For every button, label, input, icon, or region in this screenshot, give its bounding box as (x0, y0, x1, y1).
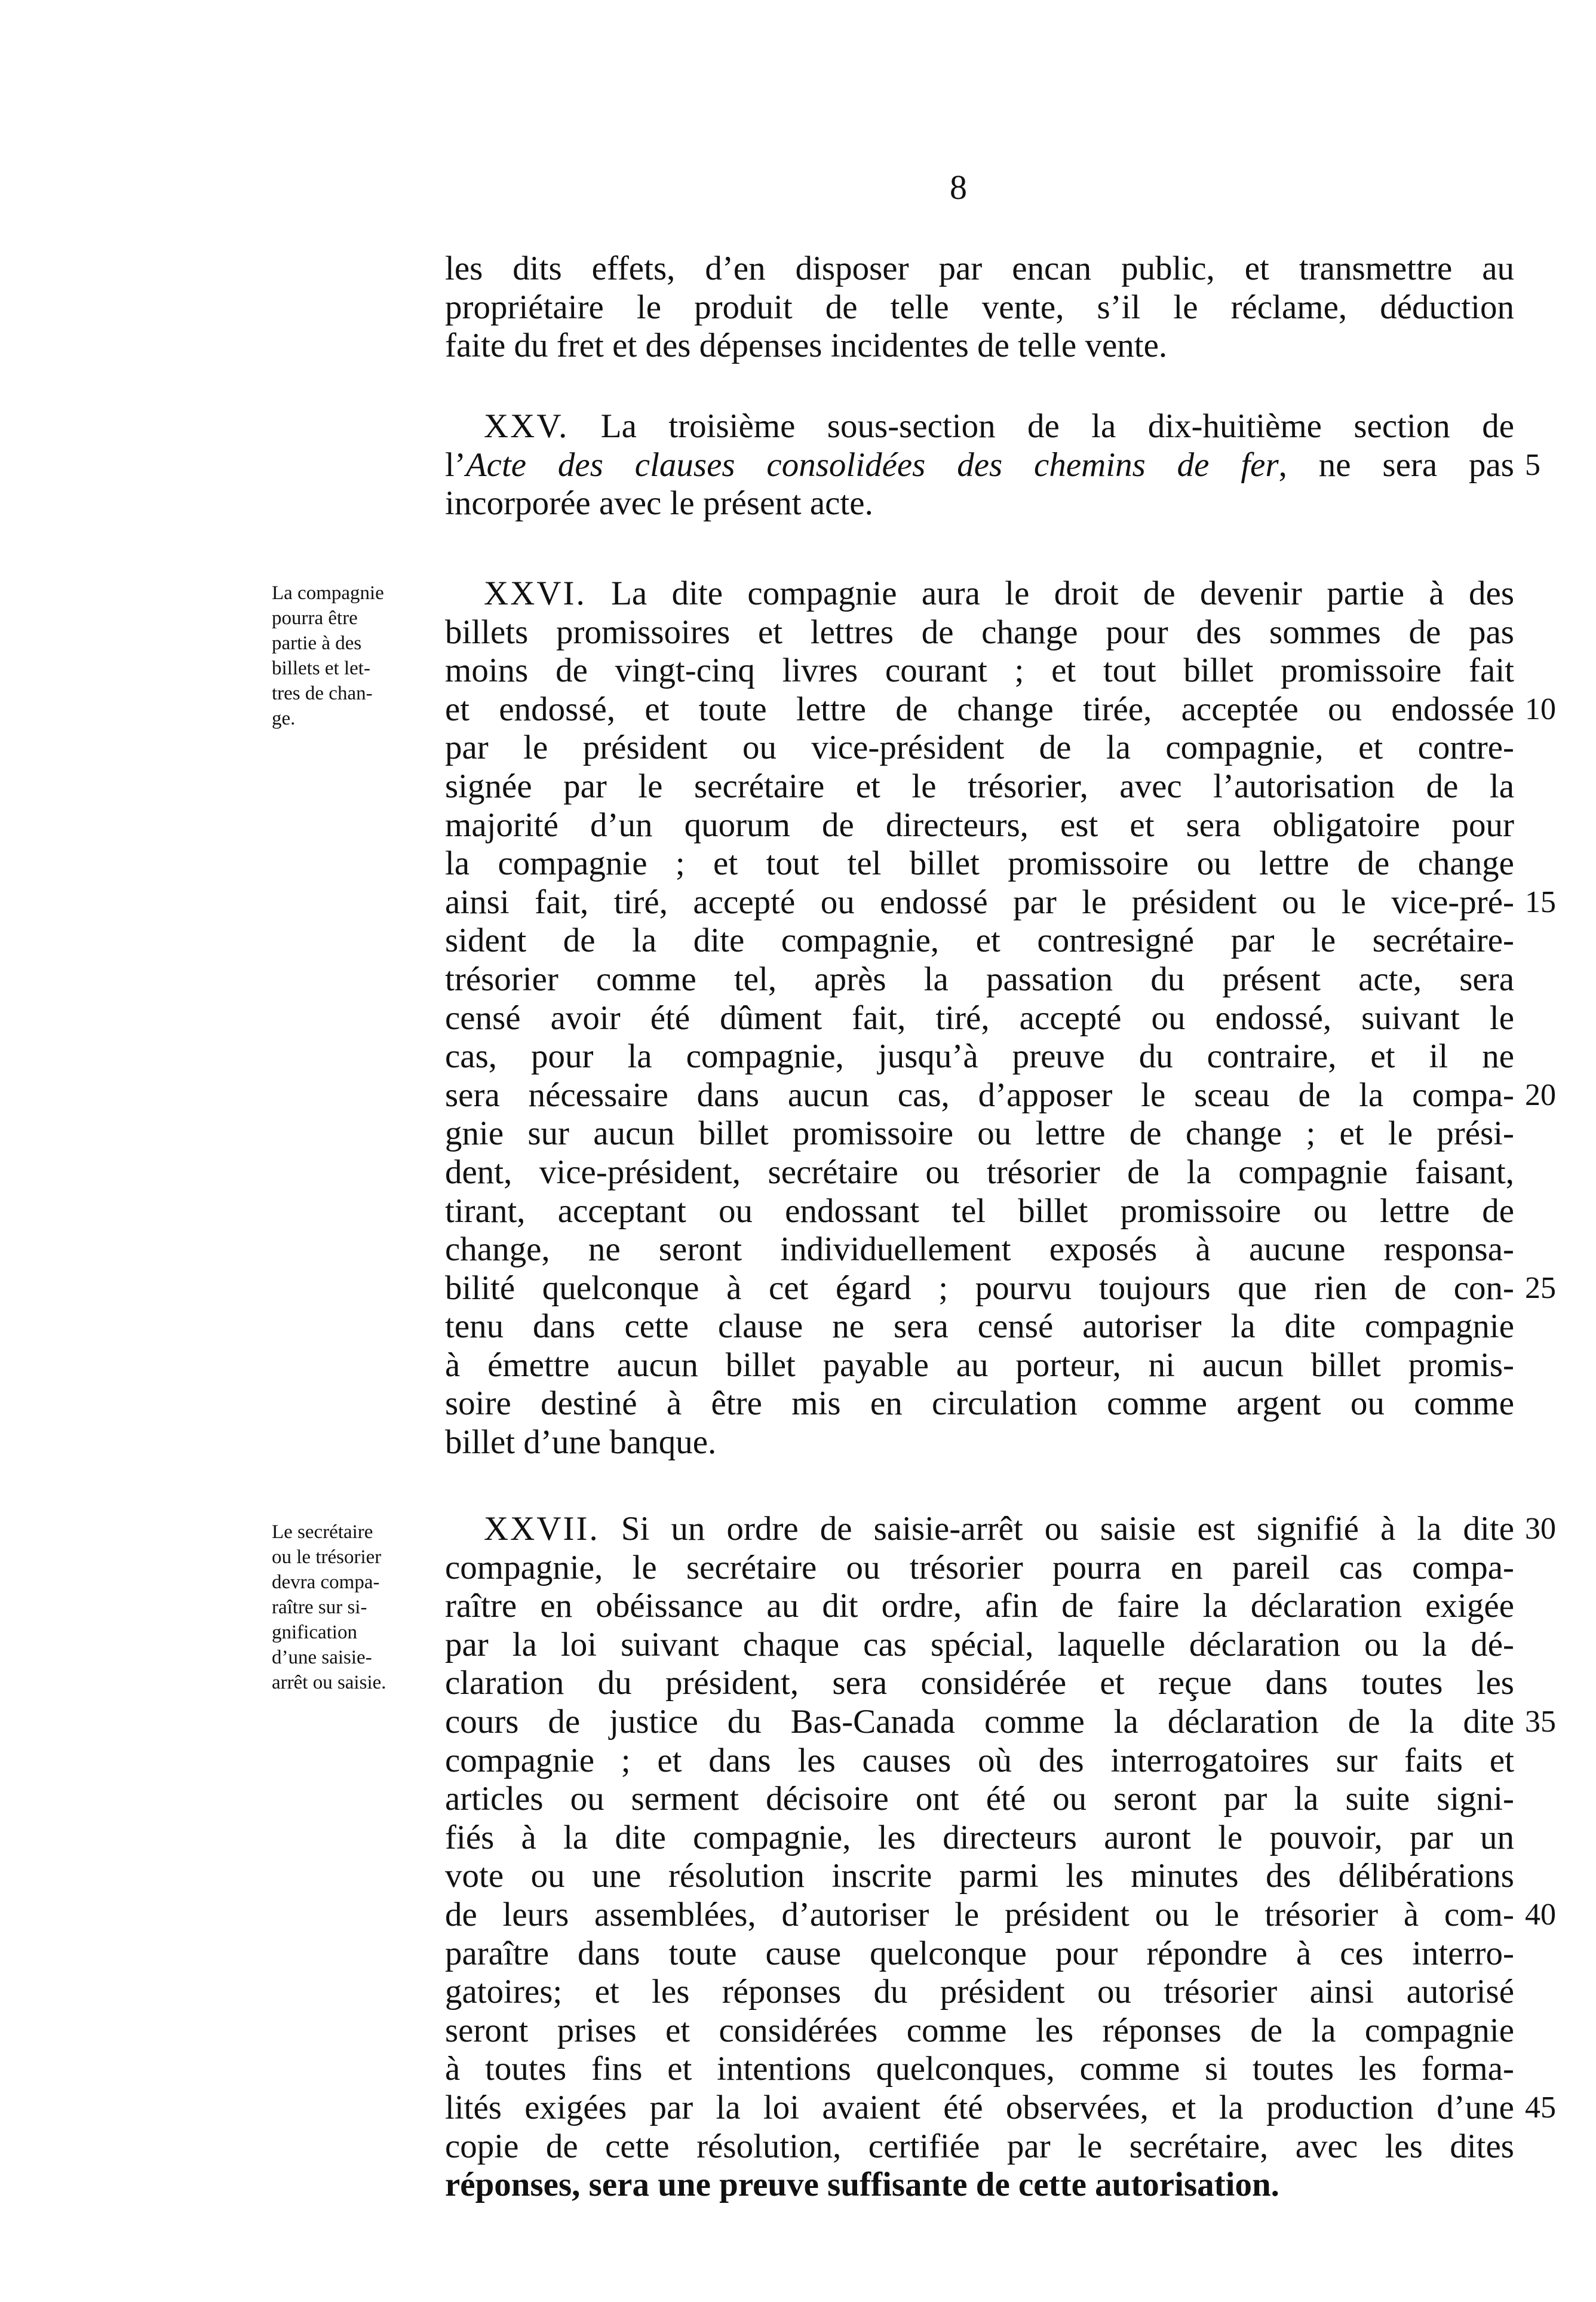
text-line: paraître dans toute cause quelconque pour répondre à ces interro- (445, 1934, 1514, 1972)
act-title: Acte des clauses consolidées des chemins de fer (465, 446, 1279, 484)
text-line: et endossé, et toute lettre de change tirée, acceptée ou endossée 10 (445, 690, 1556, 728)
margin-note-line: ge. (272, 708, 296, 729)
line-number: 25 (1525, 1270, 1556, 1305)
text-line: à toutes fins et intentions quelconques, comme si toutes les forma- (445, 2050, 1514, 2088)
text-line: les dits effets, d’en disposer par encan public, et transmettre au (445, 250, 1514, 287)
line-number: 20 (1525, 1078, 1556, 1112)
text-line: majorité d’un quorum de directeurs, est et sera obligatoire pour (445, 806, 1514, 844)
text-line: vote ou une résolution inscrite parmi les minutes des délibérations (445, 1857, 1514, 1895)
text-line: seront prises et considérées comme les réponses de la compagnie (445, 2011, 1514, 2049)
margin-note-xxvi (272, 581, 436, 731)
text-line: sera nécessaire dans aucun cas, d’apposer le sceau de la compa- 20 (445, 1076, 1556, 1114)
section-xxvii (445, 1510, 1556, 2205)
margin-note-line: ou le trésorier (272, 1546, 382, 1568)
margin-note-line: La compagnie (272, 582, 384, 604)
margin-note-line: raître sur si- (272, 1597, 367, 1618)
section-numeral: XXVI. (484, 575, 587, 612)
continuation-paragraph (445, 250, 1514, 366)
text-line: moins de vingt-cinq livres courant ; et tout billet promissoire fait (445, 652, 1514, 690)
margin-note-line: gnification (272, 1622, 357, 1643)
text-line: par le président ou vice-président de la compagnie, et contre- (445, 729, 1514, 767)
text-line: ainsi fait, tiré, accepté ou endossé par le président ou le vice-pré- 15 (445, 883, 1556, 921)
section-xxvi (445, 575, 1556, 1462)
text-line: l’Acte des clauses consolidées des chemins de fer, ne sera pas 5 (445, 446, 1540, 484)
line-number: 40 (1525, 1897, 1556, 1932)
line-number: 10 (1525, 692, 1556, 726)
text-line: compagnie, le secrétaire ou trésorier pourra en pareil cas compa- (445, 1548, 1514, 1586)
text-line: tirant, acceptant ou endossant tel billet promissoire ou lettre de (445, 1192, 1514, 1230)
section-heading-line: XXVI. La dite compagnie aura le droit de devenir partie à des (484, 575, 1515, 612)
text-line: censé avoir été dûment fait, tiré, accepté ou endossé, suivant le (445, 999, 1514, 1037)
text-line: lités exigées par la loi avaient été observées, et la production d’une 45 (445, 2088, 1556, 2126)
text-line: signée par le secrétaire et le trésorier, avec l’autorisation de la (445, 767, 1514, 805)
margin-note-line: billets et let- (272, 658, 370, 679)
text-line: incorporée avec le présent acte. (445, 484, 873, 523)
text-line: gnie sur aucun billet promissoire ou lettre de change ; et le prési- (445, 1115, 1514, 1153)
line-number: 30 (1525, 1512, 1556, 1546)
margin-note-xxvii (272, 1520, 436, 1695)
line-number: 15 (1525, 885, 1556, 919)
text-line: soire destiné à être mis en circulation comme argent ou comme (445, 1385, 1514, 1423)
text-line: de leurs assemblées, d’autoriser le président ou le trésorier à com- 40 (445, 1895, 1556, 1933)
margin-note-line: devra compa- (272, 1572, 380, 1593)
section-numeral: XXV. (484, 407, 569, 445)
text-line: dent, vice-président, secrétaire ou trésorier de la compagnie faisant, (445, 1153, 1514, 1191)
page-number: 8 (950, 168, 967, 207)
margin-note-line: d’une saisie- (272, 1647, 372, 1668)
text-line: billets promissoires et lettres de change pour des sommes de pas (445, 613, 1514, 651)
text-line: trésorier comme tel, après la passation du présent acte, sera (445, 960, 1514, 998)
section-heading-line: XXVII. Si un ordre de saisie-arrêt ou saisie est signifié à la dite 30 (484, 1510, 1556, 1548)
section-numeral: XXVII. (484, 1510, 600, 1548)
text-line: cas, pour la compagnie, jusqu’à preuve du contraire, et il ne (445, 1038, 1514, 1076)
text-line: claration du président, sera considérée et reçue dans toutes les (445, 1664, 1514, 1702)
text-line: sident de la dite compagnie, et contresigné par le secrétaire- (445, 922, 1514, 960)
text-line: compagnie ; et dans les causes où des interrogatoires sur faits et (445, 1741, 1514, 1779)
line-number: 45 (1525, 2090, 1556, 2125)
section-heading-line: XXV. La troisième sous-section de la dix-huitième section de (484, 407, 1514, 445)
margin-note-line: arrêt ou saisie. (272, 1672, 386, 1693)
text-line: gatoires; et les réponses du président ou trésorier ainsi autorisé (445, 1973, 1514, 2011)
text-line: faite du fret et des dépenses incidentes de telle vente. (445, 327, 1168, 365)
line-number: 35 (1525, 1704, 1556, 1739)
margin-note-line: tres de chan- (272, 683, 373, 704)
margin-note-line: Le secrétaire (272, 1521, 373, 1543)
text-line: copie de cette résolution, certifiée par le secrétaire, avec les dites (445, 2127, 1514, 2165)
text-line: fiés à la dite compagnie, les directeurs auront le pouvoir, par un (445, 1818, 1514, 1856)
margin-note-line: partie à des (272, 633, 362, 654)
text-line: raître en obéissance au dit ordre, afin de faire la déclaration exigée (445, 1587, 1514, 1625)
text-line: cours de justice du Bas-Canada comme la déclaration de la dite 35 (445, 1702, 1556, 1741)
text-line: change, ne seront individuellement exposés à aucune responsa- (445, 1230, 1514, 1269)
text-line: la compagnie ; et tout tel billet promissoire ou lettre de change (445, 845, 1514, 883)
text-line: tenu dans cette clause ne sera censé autoriser la dite compagnie (445, 1307, 1514, 1346)
text-line: à émettre aucun billet payable au porteur, ni aucun billet promis- (445, 1346, 1514, 1384)
margin-note-line: pourra être (272, 607, 358, 629)
section-xxv (445, 407, 1540, 523)
line-number: 5 (1525, 447, 1540, 482)
text-line: billet d’une banque. (445, 1423, 717, 1462)
text-line: articles ou serment décisoire ont été ou seront par la suite signi- (445, 1780, 1514, 1818)
text-line: propriétaire le produit de telle vente, s’il le réclame, déduction (445, 288, 1514, 326)
text-line-last: réponses, sera une preuve suffisante de cette autorisation. (445, 2166, 1279, 2204)
text-line: par la loi suivant chaque cas spécial, laquelle déclaration ou la dé- (445, 1625, 1514, 1663)
text-line: bilité quelconque à cet égard ; pourvu toujours que rien de con- 25 (445, 1269, 1556, 1307)
